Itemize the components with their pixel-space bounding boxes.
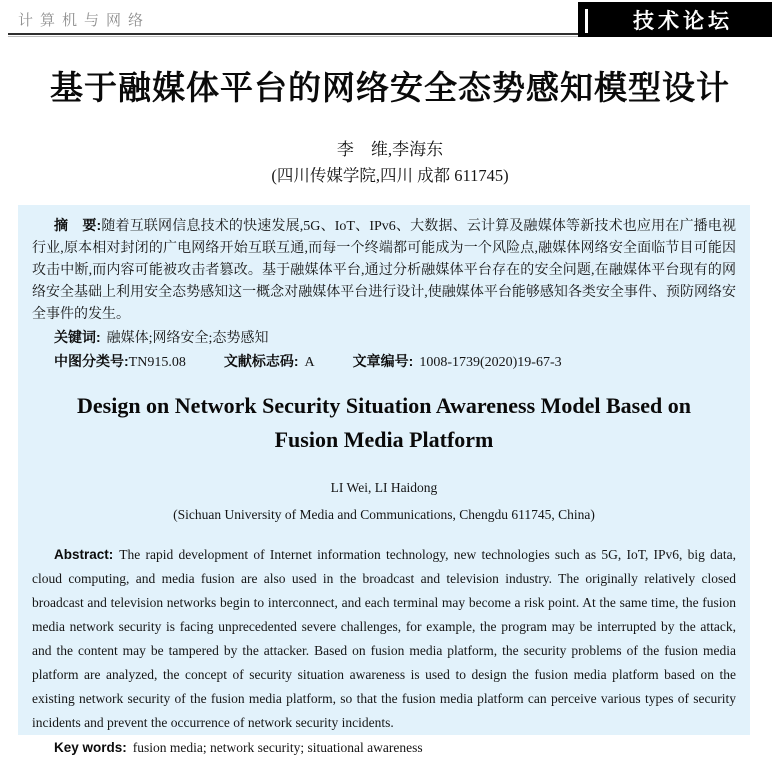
title-en-line1: Design on Network Security Situation Awareness Model Based on bbox=[77, 393, 691, 418]
keywords-en bbox=[32, 736, 736, 760]
abstract-cn-label: 摘 要: bbox=[54, 217, 102, 233]
keywords-cn-label: 关键词: bbox=[54, 329, 101, 345]
header-rule bbox=[8, 33, 580, 35]
keywords-en-text: fusion media; network security; situational awareness bbox=[132, 740, 423, 755]
badge-divider-line bbox=[585, 9, 588, 33]
keywords-cn bbox=[32, 326, 736, 350]
article-id-value: 1008-1739(2020)19-67-3 bbox=[419, 355, 562, 370]
affiliation-en: (Sichuan University of Media and Communications, Chengdu 611745, China) bbox=[173, 507, 595, 522]
section-badge bbox=[578, 2, 772, 37]
header-rule-light bbox=[8, 36, 580, 37]
article-title-cn: 基于融媒体平台的网络安全态势感知模型设计 bbox=[50, 69, 730, 106]
section-badge-label: 技术论坛 bbox=[633, 9, 733, 33]
affiliation-cn: (四川传媒学院,四川 成都 611745) bbox=[271, 166, 509, 185]
clc-label: 中图分类号: bbox=[54, 353, 129, 369]
authors-cn: 李 维,李海东 bbox=[336, 140, 444, 159]
meta-line bbox=[32, 350, 736, 374]
abstract-cn bbox=[32, 214, 736, 326]
keywords-cn-text: 融媒体;网络安全;态势感知 bbox=[106, 331, 269, 346]
title-en-line2: Fusion Media Platform bbox=[274, 427, 494, 452]
keywords-en-label: Key words: bbox=[54, 740, 127, 755]
authors-en: LI Wei, LI Haidong bbox=[330, 480, 438, 495]
journal-name: 计算机与网络 bbox=[18, 12, 151, 29]
article-id-label: 文章编号: bbox=[352, 353, 414, 369]
abstract-en bbox=[32, 543, 736, 735]
clc-value: TN915.08 bbox=[128, 355, 186, 370]
abstract-en-label: Abstract: bbox=[54, 547, 114, 562]
doc-code-value: A bbox=[304, 355, 315, 370]
abstract-block bbox=[18, 205, 750, 755]
article-title-en bbox=[32, 389, 736, 457]
abstract-cn-text: 随着互联网信息技术的快速发展,5G、IoT、IPv6、大数据、云计算及融媒体等新技术也应用在广播电视行业,原本相对封闭的广电网络开始互联互通,而每一个终端都可能成为一个风险点,融媒体网络安全面临节目可能因攻击中断,而内容可能被攻击者篡改。基于融媒体平台,通过分析融媒体平台存在的安全问题,在融媒体平台现有的网络安全基础上利用安全态势感知这一概念对融媒体平台进行设计,使融媒体平台能够感知各类安全事件、预防网络安全事件的发生。 bbox=[32, 219, 736, 322]
abstract-en-text: The rapid development of Internet information technology, new technologies such as 5G, IoT, IPv6, big data, cloud computing, and media fusion are also used in the broadcast and television industry. The originally relatively closed broadcast and television networks begin to interconnect, and each terminal may become a risk point. At the same time, the fusion media network security is facing unprecedented severe challenges, for example, the program may be interrupted by the attack, and the content may be tampered by the attacker. Based on fusion media platform, the security problems of the fusion media platform are analyzed, the concept of security situation awareness is used to design the fusion media platform based on the existing network security of the fusion media platform, so that the fusion media platform can perceive various types of security incidents and prevent the occurrence of network security incidents. bbox=[32, 547, 736, 730]
doc-code-label: 文献标志码: bbox=[223, 353, 299, 369]
